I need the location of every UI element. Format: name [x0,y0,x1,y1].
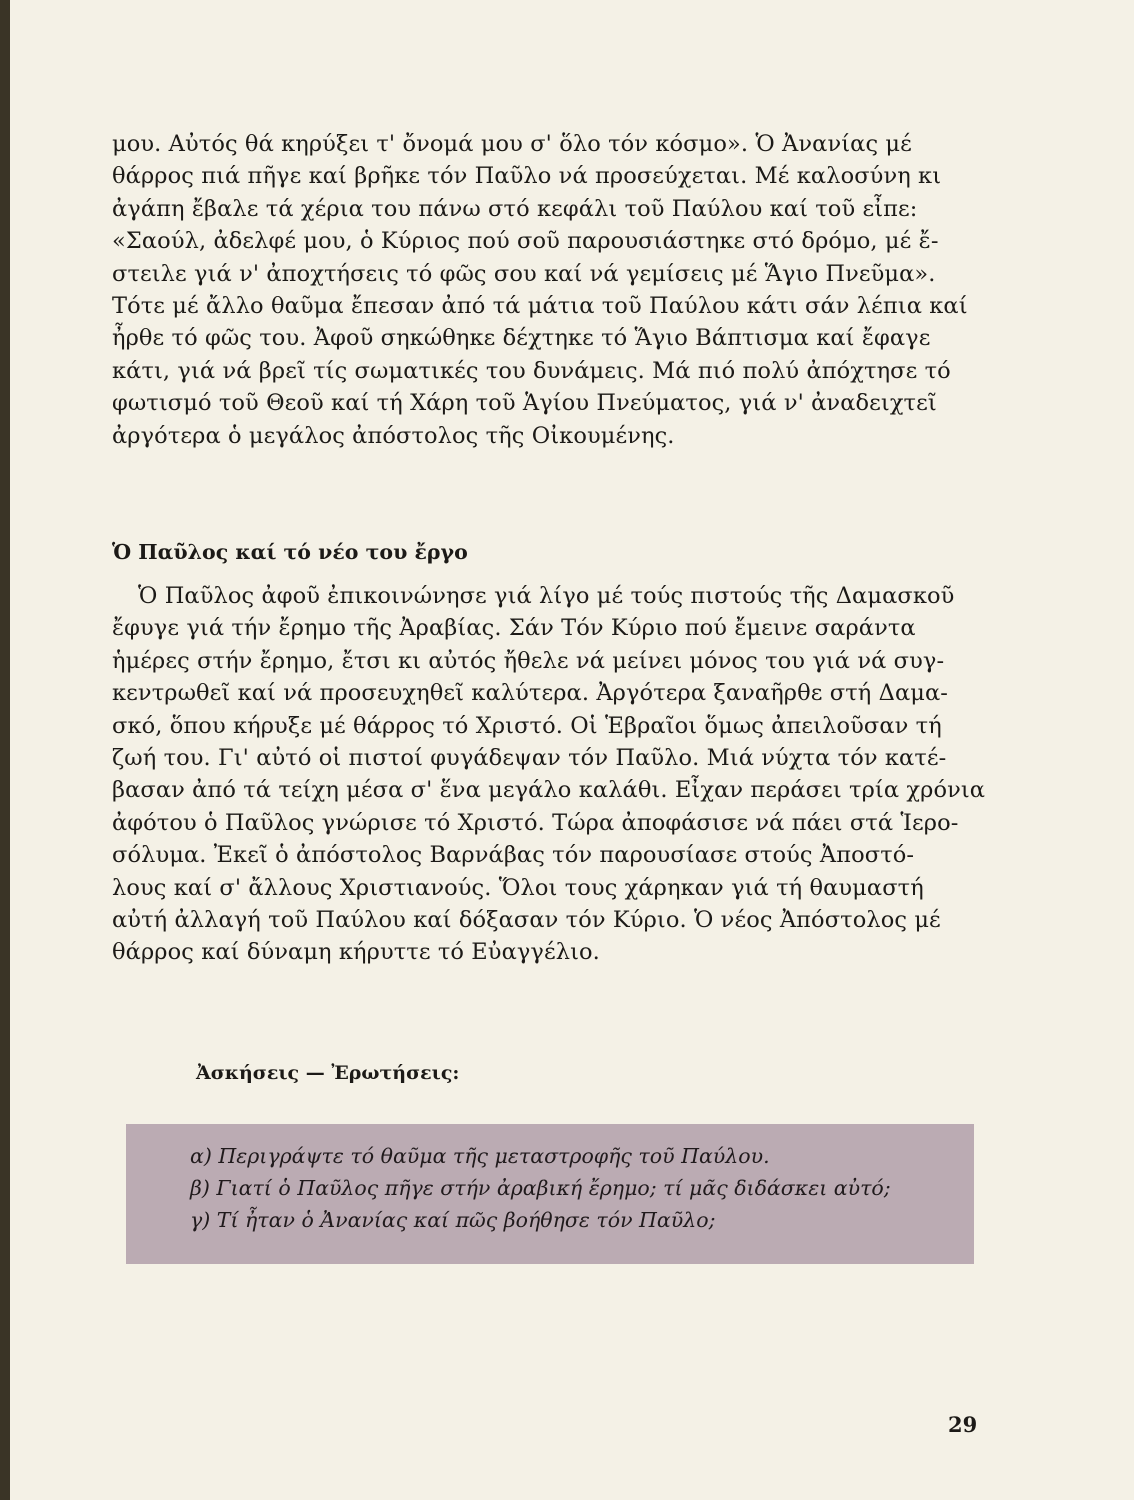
paragraph-line: σόλυμα. Ἐκεῖ ὁ ἀπόστολος Βαρνάβας τόν παρουσίασε στούς Ἀποστό- [112,842,915,869]
paragraph-line: Ὁ Παῦλος ἀφοῦ ἐπικοινώνησε γιά λίγο μέ τούς πιστούς τῆς Δαμασκοῦ [138,583,955,609]
paragraph-line: βασαν ἀπό τά τείχη μέσα σ' ἕνα μεγάλο καλάθι. Εἶχαν περάσει τρία χρόνια [112,777,986,804]
paragraph-2 [112,580,986,969]
paragraph-line: σκό, ὅπου κήρυξε μέ θάρρος τό Χριστό. Οἱ Ἑβραῖοι ὅμως ἀπειλοῦσαν τή [112,712,942,739]
section-title: Ὁ Παῦλος καί τό νέο του ἔργο [112,540,468,564]
paragraph-line: αὐτή ἀλλαγή τοῦ Παύλου καί δόξασαν τόν Κύριο. Ὁ νέος Ἀπόστολος μέ [112,907,941,934]
paragraph-line: κεντρωθεῖ καί νά προσευχηθεῖ καλύτερα. Ἀργότερα ξαναῆρθε στή Δαμα- [112,680,948,707]
paragraph-line: λους καί σ' ἄλλους Χριστιανούς. Ὅλοι τους χάρηκαν γιά τή θαυμαστή [112,874,924,901]
paragraph-1 [112,128,974,452]
paragraph-line: μου. Αὐτός θά κηρύξει τ' ὄνομά μου σ' ὅλο τόν κόσμο». Ὁ Ἀνανίας μέ [112,131,912,157]
exercises-title: Ἀσκήσεις — Ἐρωτήσεις: [196,1062,460,1084]
exercise-item: γ) Τί ἦταν ὁ Ἀνανίας καί πῶς βοήθησε τόν Παῦλο; [190,1208,716,1232]
paragraph-line: ἀγάπη ἔβαλε τά χέρια του πάνω στό κεφάλι τοῦ Παύλου καί τοῦ εἶπε: [112,195,918,222]
paragraph-line: φωτισμό τοῦ Θεοῦ καί τή Χάρη τοῦ Ἁγίου Πνεύματος, γιά ν' ἀναδειχτεῖ [112,390,937,417]
paragraph-line: ζωή του. Γι' αὐτό οἱ πιστοί φυγάδεψαν τόν Παῦλο. Μιά νύχτα τόν κατέ- [112,745,947,772]
page-number: 29 [948,1412,978,1437]
paragraph-line: ἡμέρες στήν ἔρημο, ἔτσι κι αὐτός ἤθελε νά μείνει μόνος του γιά νά συγ- [112,647,945,674]
page-binding-edge [0,0,10,1500]
paragraph-line: θάρρος πιά πῆγε καί βρῆκε τόν Παῦλο νά προσεύχεται. Μέ καλοσύνη κι [112,163,942,190]
paragraph-line: θάρρος καί δύναμη κήρυττε τό Εὐαγγέλιο. [112,939,600,966]
exercise-item: α) Περιγράψτε τό θαῦμα τῆς μεταστροφῆς τοῦ Παύλου. [190,1144,770,1168]
exercise-list [190,1140,950,1236]
paragraph-line: κάτι, γιά νά βρεῖ τίς σωματικές του δυνάμεις. Μά πιό πολύ ἀπόχτησε τό [112,357,951,384]
paragraph-line: ἀφότου ὁ Παῦλος γνώρισε τό Χριστό. Τώρα ἀποφάσισε νά πάει στά Ἱερο- [112,809,959,836]
paragraph-line: Τότε μέ ἄλλο θαῦμα ἔπεσαν ἀπό τά μάτια τοῦ Παύλου κάτι σάν λέπια καί [112,293,968,320]
paragraph-line: στειλε γιά ν' ἀποχτήσεις τό φῶς σου καί νά γεμίσεις μέ Ἅγιο Πνεῦμα». [112,260,936,287]
paragraph-line: ἔφυγε γιά τήν ἔρημο τῆς Ἀραβίας. Σάν Τόν Κύριο πού ἔμεινε σαράντα [112,615,916,642]
paragraph-line: ἀργότερα ὁ μεγάλος ἀπόστολος τῆς Οἰκουμένης. [112,422,675,449]
paragraph-line: ἦρθε τό φῶς του. Ἀφοῦ σηκώθηκε δέχτηκε τό Ἅγιο Βάπτισμα καί ἔφαγε [112,325,931,352]
exercise-item: β) Γιατί ὁ Παῦλος πῆγε στήν ἀραβική ἔρημο; τί μᾶς διδάσκει αὐτό; [190,1176,891,1200]
paragraph-line: «Σαούλ, ἀδελφέ μου, ὁ Κύριος πού σοῦ παρουσιάστηκε στό δρόμο, μέ ἔ- [112,228,939,255]
